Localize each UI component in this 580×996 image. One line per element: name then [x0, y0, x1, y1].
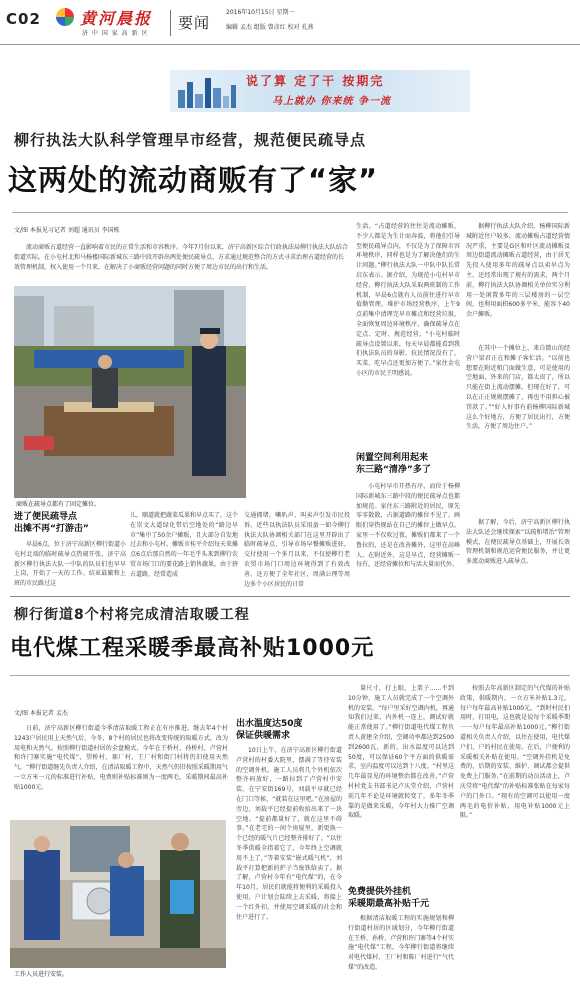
article1-column-g: 在其中一个摊位上，来自微山的经营户梁君正在和摊子客忙活。“以前也想要在附近租门面做生意，可是使用的空地面，外来的门店，都太贵了，所以只能在街上流动摆摊，但现在好了，可以在正正规规摆摊了，再也不用担心被罚款了。”“好人好事有前杨柳国际新城这么个好地方，方便了居民出行，方便生活，方便了周边住户。”: [466, 345, 570, 431]
newspaper-logo-icon: [56, 8, 74, 26]
editors-line: 编辑 孟杰 组版 曾彦红 校对 孔燕: [226, 24, 314, 31]
article1-column-d: 生活。“占道经营的往往是流动摊贩，不少人都是为生计而奔波，将他们引导至便民疏导点内，不仅是为了保障市容环境秩序，同样也是为了解决他们的生计问题。”柳行执法大队一中队中队长常启东表示。据介绍，为规范小屯村早市经营，柳行执法大队采取两班制的工作机制，早晨6点就有人员前往进行早市值勤管理，堆护市场经营秩序，上午9点前集中清理完早市摊点和经营垃圾，全面恢复周边环境秩序，确保疏导点在定点、定时、规范经营。“小屯村临时疏导点设置以来，每天早晨都能看到我们执法队员的身影，抗民情况没有了，买菜、吃早点还更加方便了。”家住金屯小区的市民王明感说。: [356, 223, 460, 377]
article1-headline: 这两处的流动商贩有了“家”: [8, 163, 379, 197]
header-divider: [170, 10, 171, 36]
newspaper-brand-sub: 济 中 国 家 高 新 区: [82, 30, 149, 37]
article1-byline: 文/图 本报见习记者 刘超 通讯员 李国栋: [14, 227, 120, 234]
city-skyline-icon: [176, 76, 238, 108]
article-divider: [10, 596, 570, 597]
article1-subhead-left: 进了便民疏导点 出摊不再“打游击”: [14, 512, 89, 534]
article2-headline-divider: [10, 675, 570, 676]
article2-subhead-b: 免费提供外挂机 采暖期最高补贴千元: [348, 887, 430, 909]
article1-lead: 流动商贩占道经营一直影响着市民的正常生活和市容秩序。今年7月份以来，济宁高新区综合行政执法局柳行执法大队结合街道实际，在小屯村北和马杨楼国际新城东三路中段开辟出两处便民疏导点，方求通过规范整合的方式寻求治理占道经营的长效管理机制，权入使用一个月来，在解决了小商贩经营问题的同时方便了周边市民的出行和生活。: [14, 244, 348, 271]
article2-column-d: 按照去年高新区制定的气代煤的补贴政策，供暖期内，一立方米补贴1.3元，每户每年最高补贴1000元。“到时村民们用时，打用电，这也就是说每个采暖季期一一每户每年最高补贴1000元。”柳行街道相关负责人介绍，以往在使用，电代煤户们，户的村民在使用，在后，户便利的采暖相关补贴在使用。“空调外挂机是免费的，后期的安装、维护、调试都会提供免费上门服务。”在前期的动员活动上，卢庆堂将“电代煤”的补贴标准张贴在每家每户的门外口。“现有的空调可以使用一度两毛的电价补贴，用电补贴1000元上限。”: [460, 685, 570, 820]
article2-column-c: 根据清洁取暖工程的实施规划和柳行街道村居的区域划分，今年柳行街道在王桥、孙桥、卢营和许门寨等4个村实施“电代煤”工程，今年柳行街道将继续对电代煤村、王厂村和陈厂村进行“气代煤”的改造。: [348, 915, 454, 971]
article2-kicker: 柳行街道8个村将完成清洁取暖工程: [14, 607, 250, 623]
article1-column-f: 据柳行执法大队介绍，杨柳国际新城附近住户较多，流动摊贩占道经营情况严重，主要是G区和叶区流动摊贩及周边街道流动摊贩占道经营，由于居无先投入使用多年的疏导点以卖早点为主，还经常出现了规有的需求，两个月前，柳行执法大队协调相关单位实分利用一处闲置多年的三层楼房的一层空间，也利用面积600多平米，能容下40余户摊贩。: [466, 223, 570, 319]
page-number: C02: [6, 10, 41, 28]
article2-lead: 日前，济宁高新区柳行街道今季清洁取暖工程正在有序推进，继去年4个村1243户居民用上天然气后，今冬，8个村的居民也将改变传统的取暖方式，改为用电和天然气。按照柳行街道村居的全盘模式，今年在王桥村、孙桥村、卢营村和许门寨实施“电代煤”，望桥村、郝厂村、王厂村和街门村将仍旧使用天然气。“柳行街道继先负责人介绍，在清洁取暖工程中，天然气仍旧按照采暖期用气一立方米一元的标准进行补贴，电费则补贴标准则为一度两毛，采暖期间最高补贴1000元。: [14, 725, 228, 791]
dateline: 2016年10月15日 星期一: [226, 9, 295, 16]
article1-kicker: 柳行执法大队科学管理早市经营，规范便民疏导点: [14, 131, 367, 149]
article1-column-e: 小屯村早市开热有序，而位于杨柳国际新城东三路中段的便民疏导点也都加规范。家住东三路附近的居民，原先零零散散，占据道路的摊位不见了。画眼们穿热规站在自己的摊位上做早点。家里一不仅吹过夜，摊贩们都来了一个鲁拉的，还是在改善摊外，这里在高峰人，在附近外，这是早点，经营摊贩一每有，还经营摊位和与活大量而代外。: [356, 483, 460, 569]
article2-subhead-a: 出水温度达50度 保证供暖需求: [236, 719, 303, 741]
newspaper-brand: 黄河晨报: [80, 9, 153, 28]
article2-photo: [10, 820, 226, 968]
article2-column-b: 量尺寸，打上眼，上架子……不到10分钟，施工人员就完成了一个空调外机的安装。“每户里采好空调内机，再通知我们过来，内外机一连上，调试好就能正常使用了。”柳行街道电代煤工程负责人黄建全介绍，空调功率都达到2500到2600瓦，新的，出水温度可以达到50度，可以保证60个平方面的供暖需求，室内温度可以达到十八度。“村里这几年最显见的环境整治都在改善，”卢营村村党支书部书记卢庆堂介绍，卢营村前几年不论是环境就转变了，多年冬季靠的是做来采暖，今年村大力推广空调取暖。: [348, 685, 454, 820]
slogan-line-1: 说了算 定了干 按期完: [246, 74, 385, 88]
article2-byline: 文/图 本报记者 孟杰: [14, 710, 68, 717]
article1-column-a: 早晨6点，位于济宁高新区柳行街道小屯村北端的临时疏导点热闹开张，济宁高新区柳行执法大队一中队的队员们也早早上岗，开始了一天的工作。结束最繁和上班的市民路过这: [14, 541, 126, 588]
article1-subhead-right: 闲置空间利用起来 东三路“清净”多了: [356, 453, 431, 475]
article2-column-a: 10日上午，在济宁高新区柳行街道卢营村的村委大院里，摆满了等待安装的空调外机。施工人员将几个外机依次整齐码放好，一路拉到了卢营村中安装。在宁安街169号，刘载平早就已经在门口等候，“就装在这里吧。”在房屋的旁边，刘载平已经提前收拾出来了一块空地。“提前都量好了，就在这里不碍事。”在老宅的一间个房厦里，新更换一个已经的暖气片已经整齐排好了。“以往冬季供暖全指着它了，今年终上空调就用不上了，”等着安装“嵌式暖气机”，刘载平打算把新的炉子当废铁给卖了。据了解，卢营村今年有“电代煤”的，在今年10月，居民们就能将便利的采暖投入使用，户计划会陆续上去采暖，将接上一个红外扣，并使用空调采暖的社会和住户进行了。: [236, 747, 342, 921]
article2-headline: 电代煤工程采暖季最高补贴1000元: [10, 636, 375, 661]
article1-photo-caption: 商贩在疏导点都有了固定摊位。: [16, 501, 101, 508]
article2-photo-caption: 工作人员进行安装。: [14, 971, 69, 978]
headline-divider: [12, 212, 568, 213]
article1-photo: [14, 286, 246, 498]
article1-column-b: 儿，顺道就把蔬菜瓜果和早点买了。这个在崇文大道绿化带后空地处的“路边早市”集中了50余户摊贩，且大部分自发地过去和小屯村。摊贩市桂平介绍每天来摊点6点后那自然的一年毛乎头来到柳行农贸市场门口的要花路上销售蔬果，由于挤占道路，经常造成: [130, 512, 238, 578]
article1-column-h: 据了解，今后，济宁高新区柳行执法大队还会继续探索“以疏和堵治”管理模式，在便民疏导点基础上，开展长效管理机制和规范运营便民服务，并让更多流动商贩进入疏导点。: [466, 519, 570, 566]
article1-column-c: 交通拥堵，喇叭声、叫卖声引发市民投诉。近些以执法队员采用蛮一如今柳行执法大队协调相关部门在这里开辟出了临时疏导点，引导市场早餐摊贩进驻，交付使用一个多月以来，不仅使柳行老农贸市场门口周边环境得到了有效改善，还方便了全年社区，周满公理等周边多个小区居民的日常: [244, 512, 350, 588]
section-name: 要闻: [178, 14, 211, 32]
slogan-line-2: 马上就办 你来统 争一流: [272, 96, 391, 107]
